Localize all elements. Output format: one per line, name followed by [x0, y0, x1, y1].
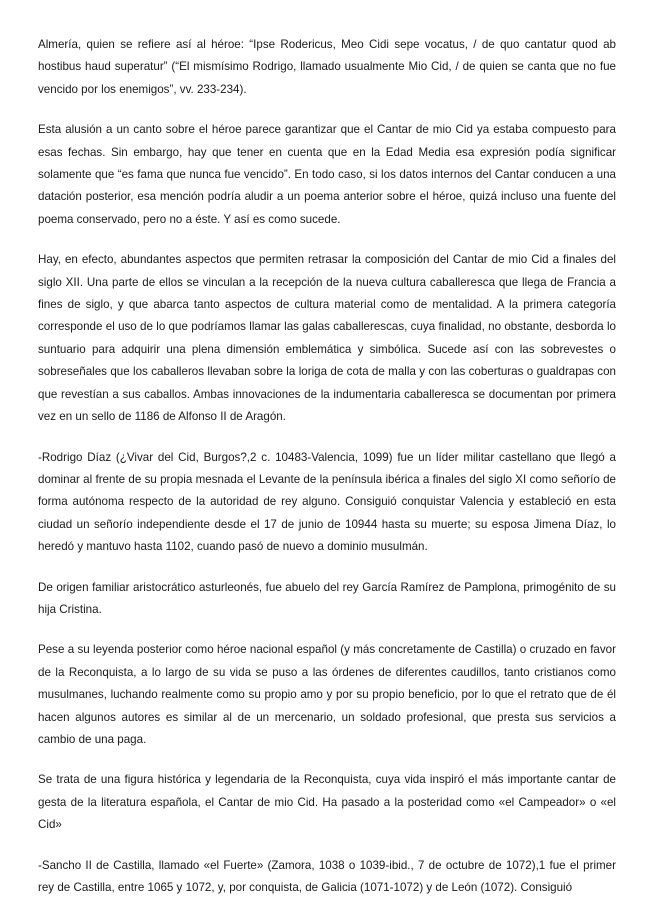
- paragraph-origen-familiar: De origen familiar aristocrático asturleonés, fue abuelo del rey García Ramírez de Pamplona, primogénito de su hija Cristina.: [38, 580, 616, 616]
- paragraph-rodrigo-diaz: -Rodrigo Díaz (¿Vivar del Cid, Burgos?,2 c. 10483-Valencia, 1099) fue un líder militar castellano que llegó a dominar al frente de su propia mesnada el Levante de la península ibérica a finales del siglo XI como señorío de forma autónoma respecto de la autoridad de rey alguno. Consiguió conquistar Valencia y estableció en esta ciudad un señorío independiente desde el 17 de junio de 10944 hasta su muerte; su esposa Jimena Díaz, lo heredó y mantuvo hasta 1102, cuando pasó de nuevo a dominio musulmán.: [38, 450, 616, 554]
- paragraph-sancho-ii: -Sancho II de Castilla, llamado «el Fuerte» (Zamora, 1038 o 1039-ibid., 7 de octubre de 1072),1 fue el primer rey de Castilla, entre 1065 y 1072, y, por conquista, de Galicia (1071-1072) y de León (1072). Consiguió: [38, 858, 616, 894]
- document-page: [38, 34, 616, 917]
- paragraph-figura-historica: Se trata de una figura histórica y legendaria de la Reconquista, cuya vida inspiró el más importante cantar de gesta de la literatura española, el Cantar de mio Cid. Ha pasado a la posteridad como «el Campeador» o «el Cid»: [38, 773, 616, 832]
- paragraph-leyenda-posterior: Pese a su leyenda posterior como héroe nacional español (y más concretamente de Castilla) o cruzado en favor de la Reconquista, a lo largo de su vida se puso a las órdenes de diferentes caudillos, tanto cristianos como musulmanes, luchando realmente como su propio amo y por su propio beneficio, por lo que el retrato que de él hacen algunos autores es similar al de un mercenario, un soldado profesional, que presta sus servicios a cambio de una paga.: [38, 643, 616, 746]
- paragraph-almeria-quote: Almería, quien se refiere así al héroe: “Ipse Rodericus, Meo Cidi sepe vocatus, / de quo cantatur quod ab hostibus haud superatur” (“El mismísimo Rodrigo, llamado usualmente Mio Cid, / de quien se canta que no fue vencido por los enemigos”, vv. 233-234).: [38, 38, 616, 96]
- paragraph-canto-alusion: Esta alusión a un canto sobre el héroe parece garantizar que el Cantar de mio Cid ya estaba compuesto para esas fechas. Sin embargo, hay que tener en cuenta que en la Edad Media esa expresión podía significar solamente que “es fama que nunca fue vencido”. En todo caso, si los datos internos del Cantar conducen a una datación posterior, esa mención podría aludir a un poema anterior sobre el héroe, quizá incluso una fuente del poema conservado, pero no a éste. Y así es como sucede.: [38, 123, 616, 226]
- paragraph-composicion-siglo-xii: Hay, en efecto, abundantes aspectos que permiten retrasar la composición del Cantar de mio Cid a finales del siglo XII. Una parte de ellos se vinculan a la recepción de la nueva cultura caballeresca que llega de Francia a fines de siglo, y que abarca tanto aspectos de cultura material como de mentalidad. A la primera categoría corresponde el uso de lo que podríamos llamar las galas caballerescas, cuya finalidad, no obstante, desborda lo suntuario para adquirir una plena dimensión emblemática y simbólica. Sucede así con las sobrevestes o sobreseñales que los caballeros llevaban sobre la loriga de cota de malla y con las coberturas o gualdrapas con que revestían a sus caballos. Ambas innovaciones de la indumentaria caballeresca se documentan por primera vez en un sello de 1186 de Alfonso II de Aragón.: [38, 253, 616, 424]
